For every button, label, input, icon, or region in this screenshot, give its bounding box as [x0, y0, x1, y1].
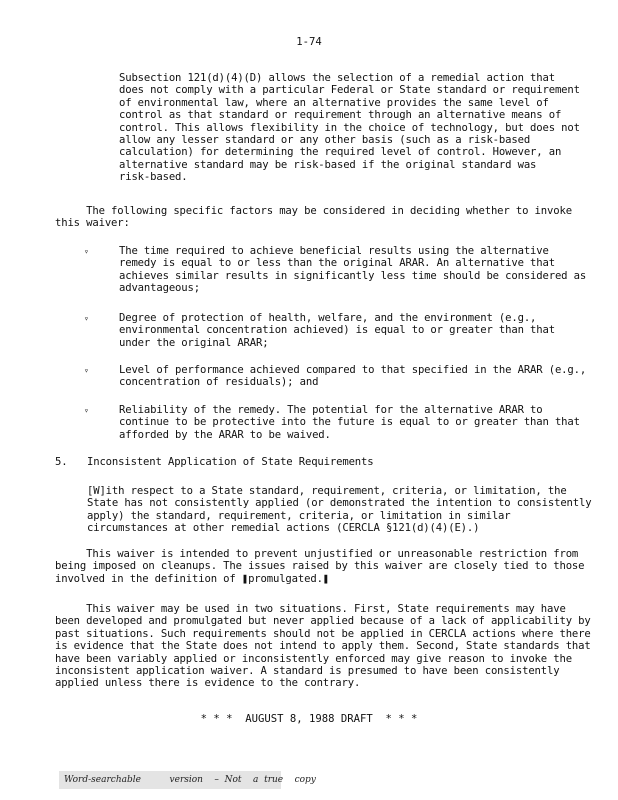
factor-item-time: The time required to achieve beneficial results using the alternative remedy is equal to or less than the original ARAR. An alternative that achieves similar results in significantly less time should be considered as advantageous; — [119, 245, 587, 295]
subsection-block: Subsection 121(d)(4)(D) allows the selection of a remedial action that does not comply with a particular Federal or State standard or requirement of environmental law, where an alternative provides the same level of control as that standard or requirement through an alternative means of control. This allows flexibility in the choice of technology, but does not allow any lesser standard or any other basis (such as a risk-based calculation) for determining the required level of control. However, an alternative standard may be risk-based if the original standard was risk-based. — [119, 72, 580, 184]
paragraph-waiver-intent: This waiver is intended to prevent unjustified or unreasonable restriction from being imposed on cleanups. The issues raised by this waiver are closely tied to those involved in the definition of ❚promulgated.❚ — [55, 548, 585, 585]
page-number: 1-74 — [296, 36, 322, 48]
factor-item-reliability: Reliability of the remedy. The potential for the alternative ARAR to continue to be protective into the future is equal to or greater than that afforded by the ARAR to be waived. — [119, 404, 580, 441]
section-number: 5. — [55, 456, 68, 468]
section-title: Inconsistent Application of State Requirements — [87, 456, 374, 468]
paragraph-two-situations: This waiver may be used in two situations. First, State requirements may have been developed and promulgated but never applied because of a lack of applicability by past situations. Such requirements should not be applied in CERCLA actions where there is evidence that the State does not intend to apply them. Second, State standards that have been variably applied or inconsistently enforced may give reason to invoke the inconsistent application waiver. A standard is presumed to have been consistently applied unless there is evidence to the contrary. — [55, 603, 591, 690]
bullet-icon: ▿ — [84, 366, 89, 375]
bullet-icon: ▿ — [84, 247, 89, 256]
bullet-icon: ▿ — [84, 406, 89, 415]
factors-intro: The following specific factors may be considered in deciding whether to invoke this waiver: — [55, 205, 572, 230]
section-quote-block: [W]ith respect to a State standard, requirement, criteria, or limitation, the State has not consistently applied (or demonstrated the intention to consistently apply) the standard, requirement, criteria, or limitation in similar circumstances at other remedial actions (CERCLA §121(d)(4)(E).) — [87, 485, 592, 535]
bullet-icon: ▿ — [84, 314, 89, 323]
footer-watermark-note: Word-searchable version – Not a true copy — [59, 771, 281, 789]
factor-item-performance: Level of performance achieved compared to that specified in the ARAR (e.g., concentration of residuals); and — [119, 364, 587, 389]
draft-date-line: * * * AUGUST 8, 1988 DRAFT * * * — [200, 713, 418, 725]
factor-item-protection: Degree of protection of health, welfare, and the environment (e.g., environmental concentration achieved) is equal to or greater than that under the original ARAR; — [119, 312, 555, 349]
